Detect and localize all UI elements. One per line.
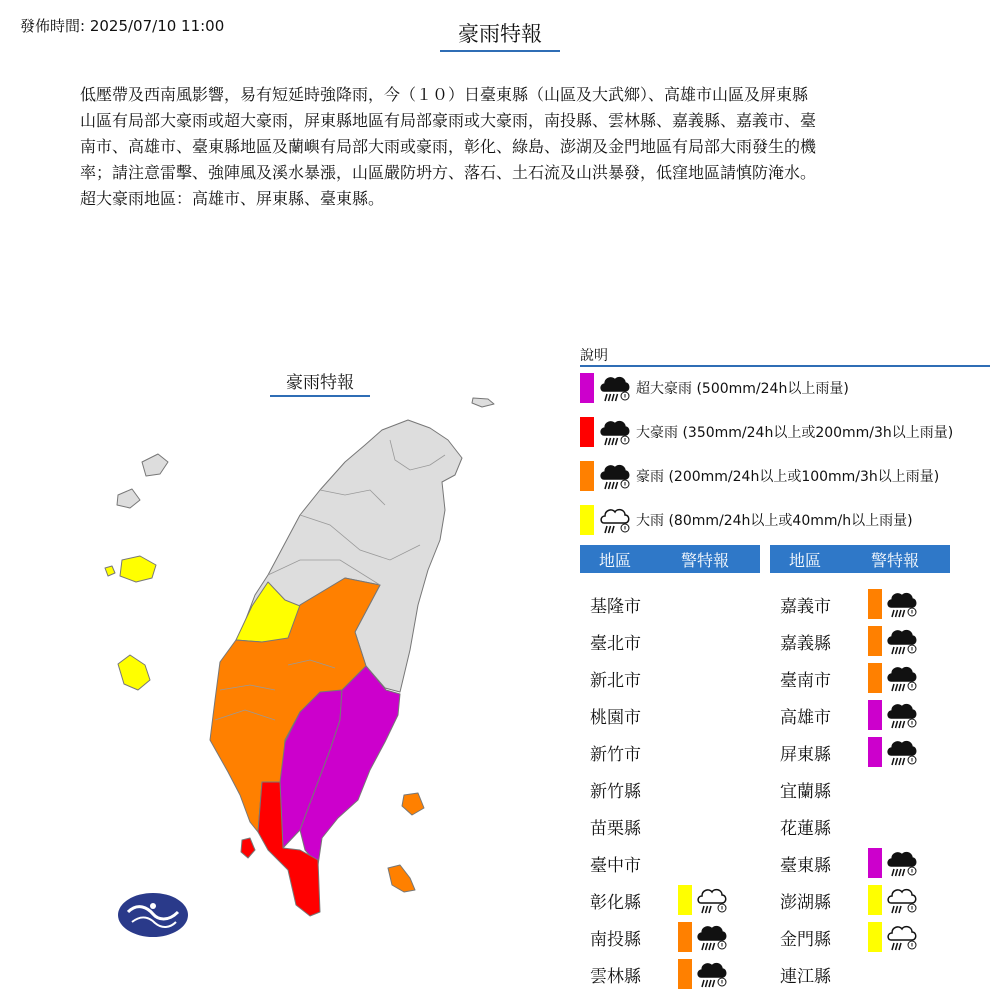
region-row <box>590 698 678 732</box>
legend-item <box>580 417 953 447</box>
region-name: 連江縣 <box>780 966 831 987</box>
legend-item <box>580 505 913 535</box>
cwa-logo <box>118 893 188 937</box>
region-row <box>780 920 918 954</box>
heavy-rain-icon <box>886 589 918 619</box>
region-row <box>590 772 678 806</box>
rain-icon <box>696 885 728 915</box>
map-island-penghu-small <box>105 566 115 576</box>
heavy-rain-icon <box>696 922 728 952</box>
heavy-rain-icon <box>599 461 631 491</box>
map-island-matsu-south <box>117 489 140 508</box>
warning-level-swatch <box>868 626 882 656</box>
rain-icon <box>599 505 631 535</box>
rain-icon <box>886 922 918 952</box>
region-name: 彰化縣 <box>590 892 641 913</box>
heavy-rain-icon <box>886 626 918 656</box>
region-row <box>780 846 918 880</box>
warning-level-swatch <box>868 663 882 693</box>
legend-swatch <box>580 505 594 535</box>
region-name: 南投縣 <box>590 929 641 950</box>
taiwan-warning-map <box>100 380 500 940</box>
region-row <box>780 809 868 843</box>
description-line: 低壓帶及西南風影響，易有短延時強降雨，今（１０）日臺東縣（山區及大武鄉）、高雄市山區及屏東縣 <box>80 85 809 104</box>
map-island-orchid <box>388 865 415 892</box>
column-header-warning: 警特報 <box>870 550 919 570</box>
region-name: 新竹縣 <box>590 781 641 802</box>
warning-level-swatch <box>868 737 882 767</box>
region-name: 嘉義縣 <box>780 633 831 654</box>
legend-label: 大豪雨 (350mm/24h以上或200mm/3h以上雨量) <box>636 425 954 441</box>
region-row <box>590 920 728 954</box>
map-island-pengjia <box>472 398 494 407</box>
description-line: 率；請注意雷擊、強陣風及溪水暴漲，山區嚴防坍方、落石、土石流及山洪暴發，低窪地區請慎防淹水。 <box>80 163 817 182</box>
heavy-rain-icon <box>886 663 918 693</box>
legend-label: 大雨 (80mm/24h以上或40mm/h以上雨量) <box>636 513 913 529</box>
region-row <box>590 846 678 880</box>
description-line: 山區有局部大豪雨或超大豪雨，屏東縣地區有局部豪雨或大豪雨，南投縣、雲林縣、嘉義縣、嘉義市、臺 <box>80 111 817 130</box>
region-row <box>780 772 868 806</box>
warning-level-swatch <box>868 922 882 952</box>
legend-swatch <box>580 461 594 491</box>
heavy-rain-icon <box>696 959 728 989</box>
region-row <box>780 661 918 695</box>
region-row <box>780 883 918 917</box>
region-name: 基隆市 <box>590 596 641 617</box>
region-row <box>780 735 918 769</box>
extreme-rain-icon <box>886 700 918 730</box>
region-row <box>590 587 678 621</box>
legend-divider <box>580 365 990 367</box>
description-line: 超大豪雨地區：高雄市、屏東縣、臺東縣。 <box>80 189 385 208</box>
warning-level-swatch <box>868 848 882 878</box>
torrential-rain-icon <box>599 417 631 447</box>
region-row <box>590 957 728 991</box>
description-line: 南市、高雄市、臺東縣地區及蘭嶼有局部大雨或豪雨，彰化、綠島、澎湖及金門地區有局部大雨發生的機 <box>80 137 817 156</box>
region-row <box>780 587 918 621</box>
region-name: 屏東縣 <box>780 744 831 765</box>
legend-label: 豪雨 (200mm/24h以上或100mm/3h以上雨量) <box>636 469 940 485</box>
region-row <box>780 957 868 991</box>
issue-time: 發佈時間: 2025/07/10 11:00 <box>20 17 225 35</box>
extreme-rain-icon <box>599 373 631 403</box>
legend-swatch <box>580 373 594 403</box>
column-header-region: 地區 <box>598 550 631 570</box>
legend-label: 超大豪雨 (500mm/24h以上雨量) <box>636 381 849 397</box>
region-row <box>590 661 678 695</box>
region-name: 新竹市 <box>590 744 641 765</box>
region-row <box>590 735 678 769</box>
rain-icon <box>886 885 918 915</box>
warning-level-swatch <box>868 700 882 730</box>
map-island-matsu-north <box>142 454 168 476</box>
region-name: 花蓮縣 <box>780 818 831 839</box>
warning-level-swatch <box>868 589 882 619</box>
table-header-left <box>580 545 760 573</box>
warning-level-swatch <box>868 885 882 915</box>
region-name: 苗栗縣 <box>590 818 641 839</box>
region-row <box>780 624 918 658</box>
column-header-region: 地區 <box>788 550 821 570</box>
region-name: 臺南市 <box>780 670 831 691</box>
region-name: 金門縣 <box>780 929 831 950</box>
region-row <box>590 809 678 843</box>
region-name: 臺中市 <box>590 855 641 876</box>
region-name: 新北市 <box>590 670 641 691</box>
region-row <box>590 624 678 658</box>
legend-title: 說明 <box>580 348 608 364</box>
warning-level-swatch <box>678 885 692 915</box>
column-header-warning: 警特報 <box>680 550 729 570</box>
table-header-right <box>770 545 950 573</box>
legend-item <box>580 461 939 491</box>
map-title: 豪雨特報 <box>270 368 370 397</box>
region-row <box>590 883 728 917</box>
extreme-rain-icon <box>886 737 918 767</box>
region-name: 臺東縣 <box>780 855 831 876</box>
map-island-penghu-south <box>118 655 150 690</box>
map-island-green <box>402 793 424 815</box>
warning-level-swatch <box>678 959 692 989</box>
legend-swatch <box>580 417 594 447</box>
region-name: 臺北市 <box>590 633 641 654</box>
region-name: 高雄市 <box>780 707 831 728</box>
region-row <box>780 698 918 732</box>
region-name: 澎湖縣 <box>780 892 831 913</box>
map-island-lesser-pingtung <box>241 838 255 858</box>
extreme-rain-icon <box>886 848 918 878</box>
region-name: 嘉義市 <box>780 596 831 617</box>
page-title: 豪雨特報 <box>440 18 560 52</box>
region-name: 桃園市 <box>590 707 641 728</box>
description <box>80 82 920 212</box>
warning-level-swatch <box>678 922 692 952</box>
map-island-penghu-north <box>120 556 156 582</box>
region-name: 宜蘭縣 <box>780 781 831 802</box>
region-name: 雲林縣 <box>590 966 641 987</box>
legend-item <box>580 373 849 403</box>
